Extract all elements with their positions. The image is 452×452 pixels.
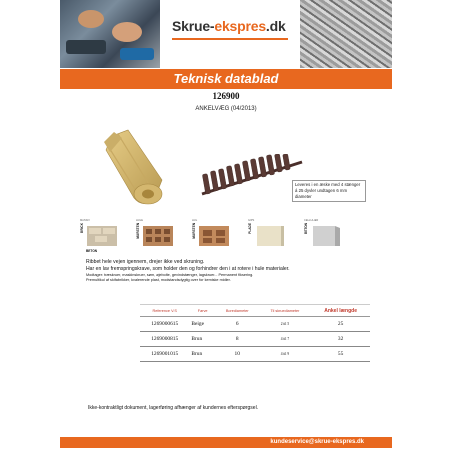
cell-drill-diameter: 6 [216, 317, 259, 332]
cell-reference: 1269001015 [140, 347, 189, 362]
disclaimer-note: Ikke-kontraktligt dokument, lagerføring afhænger af kundernes efterspørgsel. [88, 405, 259, 411]
header [60, 0, 392, 68]
gypsum-swatch-icon [255, 224, 285, 246]
cell-color: Brun [189, 347, 215, 362]
packaging-callout: Leveres i en æske med 4 stænger á 25 dyvler undtagen 6 mm diameter [292, 180, 366, 202]
cell-drill-diameter: 10 [216, 347, 259, 362]
datasheet-page [60, 0, 392, 452]
material-label: CELLULÆR [304, 219, 319, 222]
cell-reference: 1269000615 [140, 317, 189, 332]
material-vertical-label: BRICK [80, 223, 84, 234]
table-header-row [140, 305, 370, 317]
col-header-color: Farve [189, 305, 215, 317]
material-label: MASSIV [80, 219, 90, 222]
logo-area [160, 0, 300, 68]
material-icons-row [80, 219, 380, 257]
logo-text-accent: ekspres [214, 18, 266, 34]
plug-anchor-image [98, 128, 174, 208]
material-bottom-label: BETON [86, 249, 98, 253]
description-line: Ribbet hele vejen igennem, drejer ikke ved skruning. [86, 259, 205, 265]
material-label: HULE [136, 219, 143, 222]
material-hollow-brick [136, 219, 176, 257]
description-line: Modtager: træskruer, maskinskruer, søm, øjebolte, gevindstænger, lagskruer... Permanent fiksering. [86, 273, 254, 277]
logo-text-tld: .dk [265, 18, 286, 34]
cell-anchor-length: 55 [311, 347, 370, 362]
description-line: Har en lav fremspringskrave, som holder den og forhindrer den i at rotere i hule materialer. [86, 266, 290, 272]
spec-table [140, 304, 370, 362]
material-cellular-concrete [304, 219, 344, 257]
material-label: GIPS [248, 219, 255, 222]
cell-anchor-length: 32 [311, 332, 370, 347]
cell-screw-diameter: 4 til 9 [259, 347, 312, 362]
workshop-photo [60, 0, 160, 68]
material-massive-brick [80, 219, 120, 257]
product-number: 126900 [212, 91, 240, 101]
material-vertical-label: PLADE [248, 223, 252, 234]
logo-underline [172, 38, 288, 40]
material-gypsum-board [248, 219, 288, 257]
description-line: Premultikul af skifabrikker, kvalerende plast, modstandsdygtig over for kemiske midler. [86, 278, 231, 283]
cellular-concrete-swatch-icon [311, 224, 341, 246]
product-description [86, 259, 376, 283]
cell-reference: 1269000815 [140, 332, 189, 347]
material-vertical-label: MURSTEN [136, 223, 140, 239]
col-header-reference: Reference V.S [140, 305, 189, 317]
cell-screw-diameter: 4 til 7 [259, 332, 312, 347]
contact-email-link[interactable]: kundeservice@skrue-ekspres.dk [270, 439, 364, 445]
table-row [140, 347, 370, 362]
cell-color: Beige [189, 317, 215, 332]
material-hollow-block [192, 219, 232, 257]
hollow-block-swatch-icon [199, 224, 229, 246]
material-vertical-label: BETON [304, 223, 308, 235]
col-header-drill-diameter: Borediameter [216, 305, 259, 317]
cell-drill-diameter: 8 [216, 332, 259, 347]
screws-photo [300, 0, 392, 68]
cell-anchor-length: 25 [311, 317, 370, 332]
col-header-screw-diameter: Til skruediameter [259, 305, 312, 317]
cell-screw-diameter: 2 til 5 [259, 317, 312, 332]
brand-logo[interactable] [172, 18, 286, 34]
cell-color: Brun [189, 332, 215, 347]
table-row [140, 332, 370, 347]
hollow-brick-swatch-icon [143, 224, 173, 246]
footer-bar [60, 437, 392, 448]
material-label: HUL [192, 219, 198, 222]
product-subtitle: ANKELVÆG (04/2013) [195, 106, 257, 112]
brick-swatch-icon [87, 224, 117, 246]
table-row [140, 317, 370, 332]
material-vertical-label: MURSTEN [192, 223, 196, 239]
logo-text-main: Skrue- [172, 18, 215, 34]
title-banner: Teknisk datablad [60, 69, 392, 89]
col-header-anchor-length: Ankel længde [311, 305, 370, 317]
